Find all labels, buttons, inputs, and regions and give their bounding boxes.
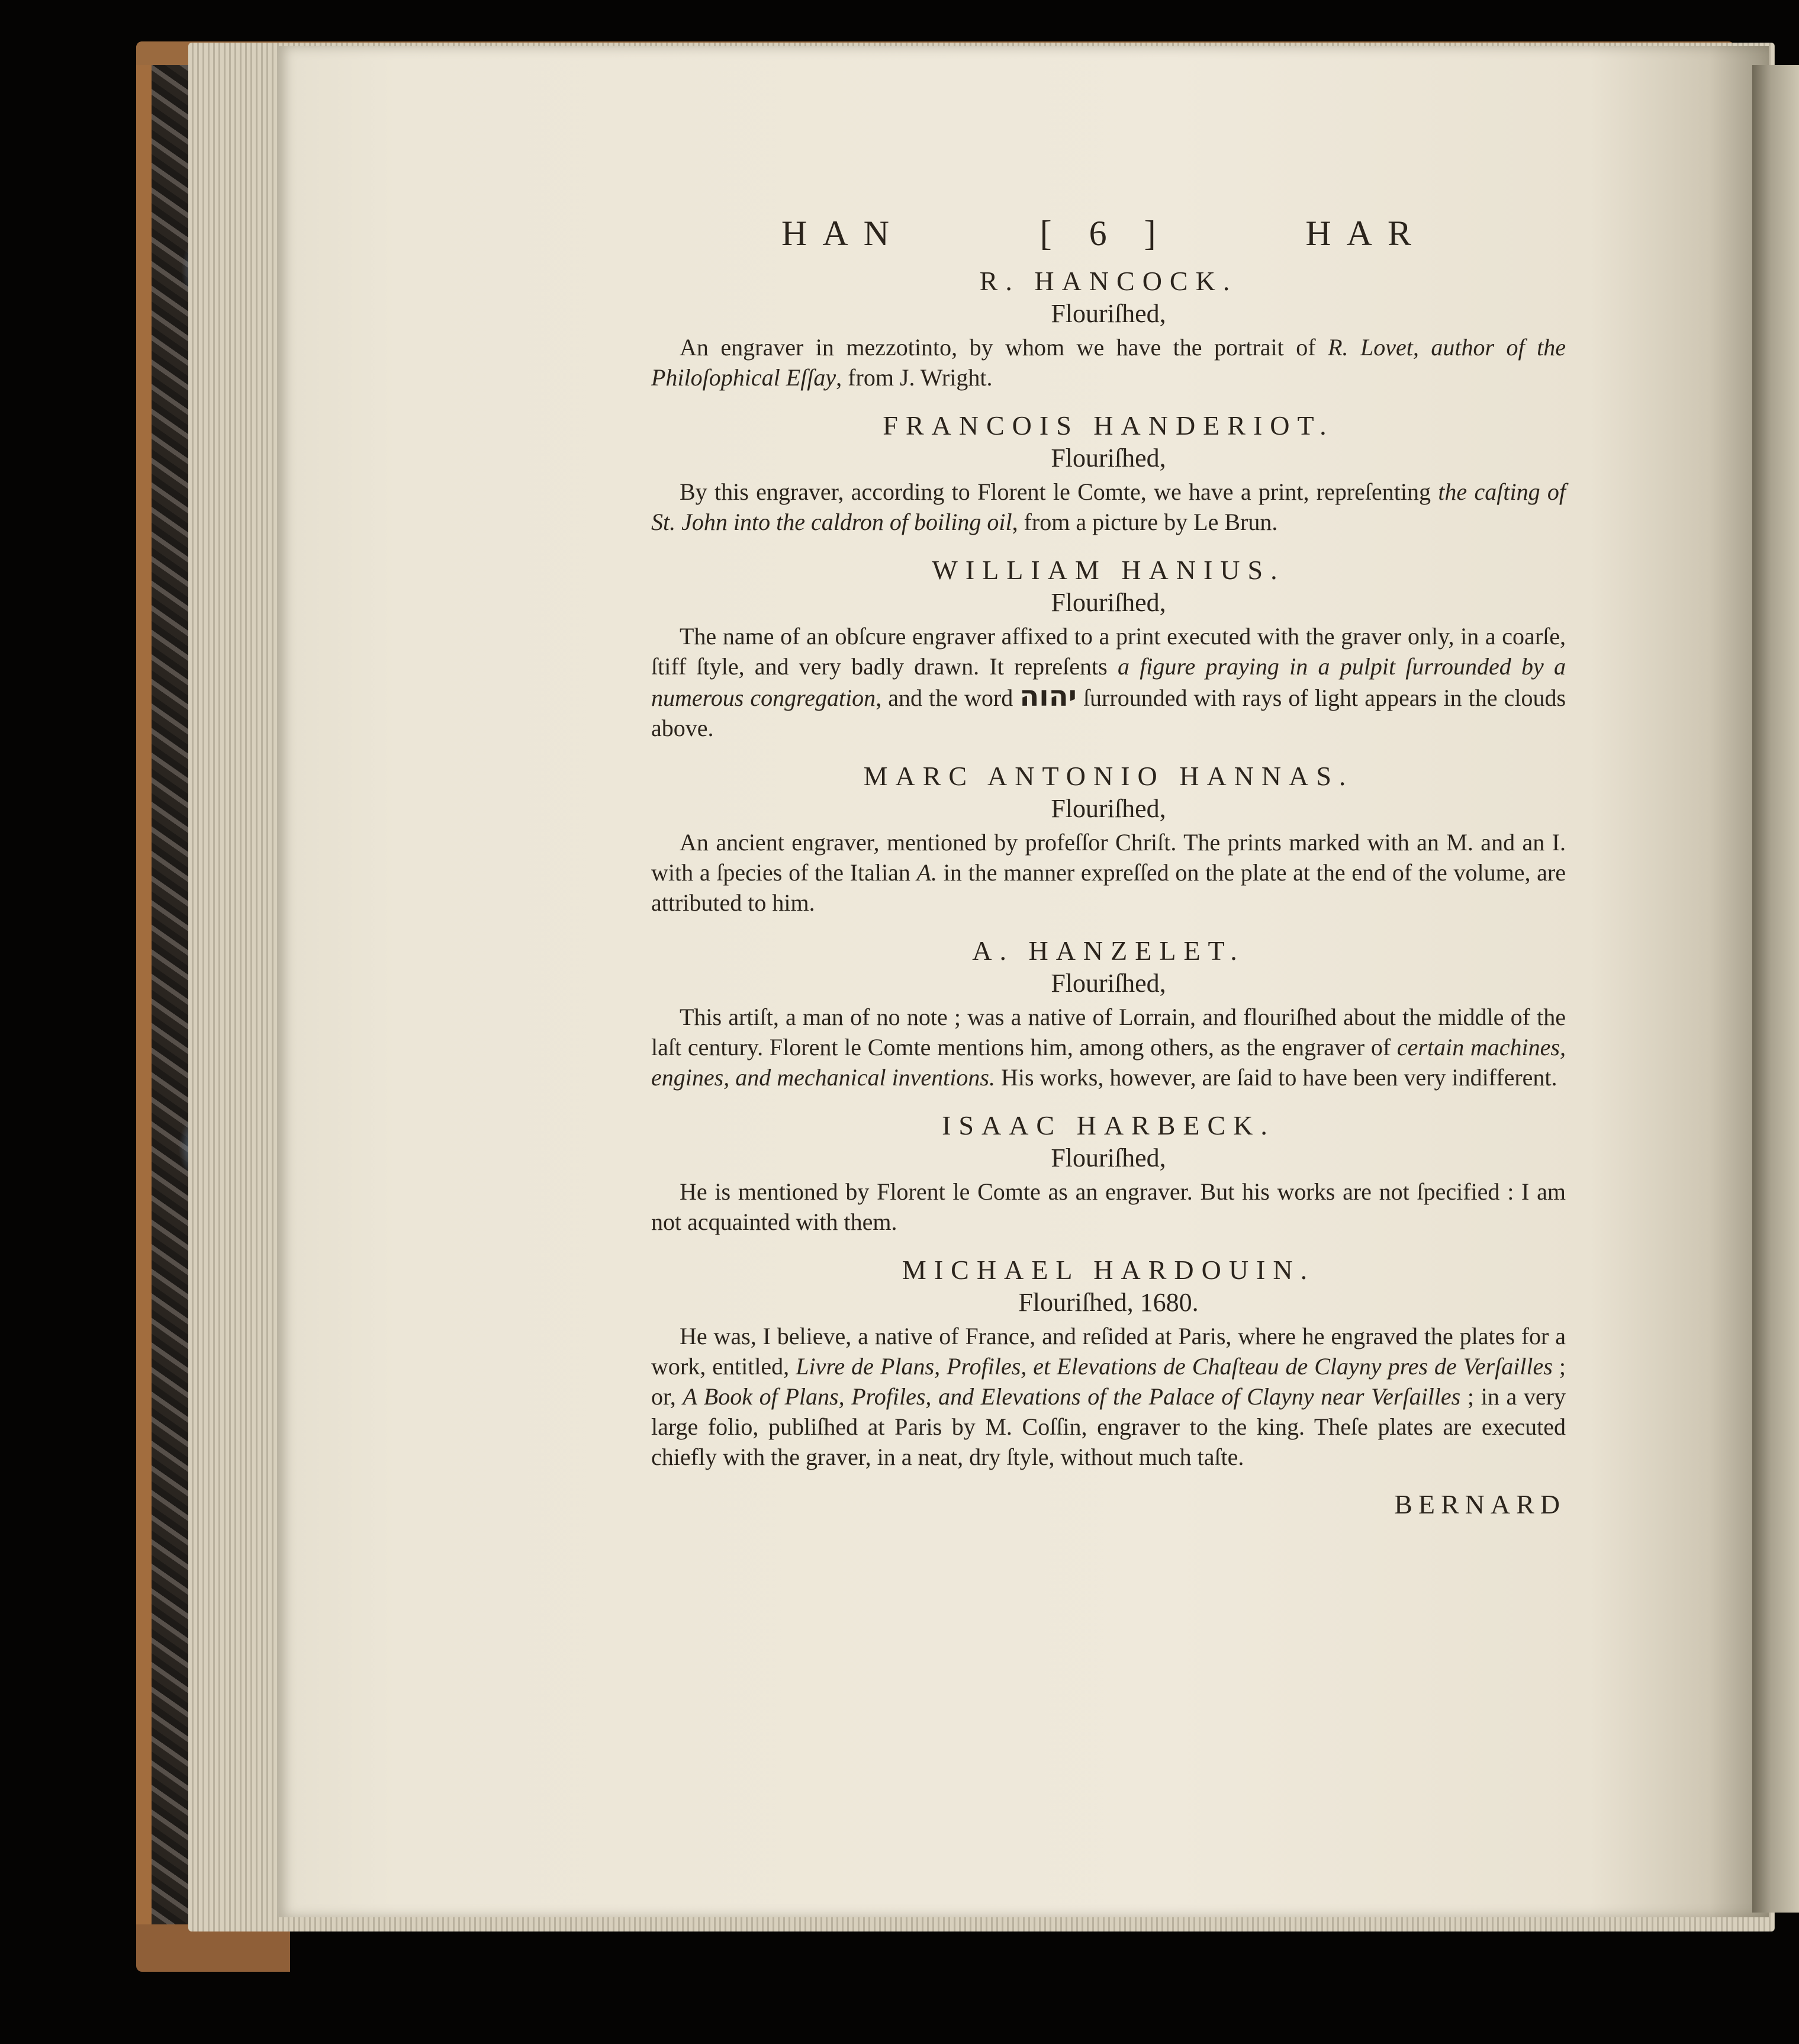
italic-title: A Book of Plans, Profiles, and Elevations of the Palace of Clayny near Verſailles [683, 1383, 1461, 1410]
body-text: He was, I believe, a native of France, and reſided at Paris, where he engraved the plates for a work, entitled, [651, 1323, 1566, 1380]
entry-body [651, 621, 1566, 743]
body-text: ; in a very large folio, publiſhed at Paris by M. Coſſin, engraver to the king. Theſe plates are executed chiefly with the graver, in a neat, dry ſtyle, without much taſte. [651, 1383, 1566, 1470]
entry-body [651, 1177, 1566, 1237]
body-text: His works, however, are ſaid to have been very indifferent. [995, 1064, 1557, 1091]
body-text: An ancient engraver, mentioned by profeſſor Chriſt. The prints marked with an M. and an I. with a ſpecies of the Italian [651, 829, 1566, 886]
hebrew-word: יהוה [1019, 680, 1077, 713]
entry-heading: R. HANCOCK. [979, 266, 1238, 296]
entry [651, 1254, 1566, 1472]
running-head-right: HAR [1305, 214, 1427, 253]
entry-flourished: Flouriſhed, [1051, 588, 1166, 617]
entry [651, 265, 1566, 393]
italic-title: Livre de Plans, Profiles, et Elevations de Chaſteau de Clayny pres de Verſailles [796, 1353, 1553, 1380]
entry-flourished: Flouriſhed, [1051, 1143, 1166, 1172]
page-gutter-shadow [1752, 65, 1799, 1913]
running-head [781, 213, 1427, 254]
body-text: An engraver in mezzotinto, by whom we have the portrait of [680, 334, 1328, 361]
entry-flourished: Flouriſhed, [1051, 969, 1166, 998]
entry-body [651, 1002, 1566, 1092]
body-text: , from a picture by Le Brun. [1012, 509, 1278, 535]
body-text: This artiſt, a man of no note ; was a native of Lorrain, and flouriſhed about the middle of the laſt century. Florent le Comte mentions him, among others, as the engraver of [651, 1004, 1566, 1060]
body-text: in the manner expreſſed on the plate at the end of the volume, are attributed to him. [651, 859, 1566, 916]
body-text: ; or, [651, 1353, 1566, 1410]
entry [651, 554, 1566, 743]
entry [651, 760, 1566, 918]
body-text: , and the word [876, 684, 1020, 711]
entry-flourished: Flouriſhed, 1680. [1018, 1288, 1199, 1317]
entry-heading: ISAAC HARBECK. [942, 1110, 1275, 1140]
entry-heading: WILLIAM HANIUS. [932, 555, 1285, 585]
entry-body [651, 332, 1566, 393]
body-text: ſurrounded with rays of light appears in the clouds above. [651, 684, 1566, 741]
binding-bottom-edge [136, 1924, 290, 1972]
entry-flourished: Flouriſhed, [1051, 794, 1166, 823]
entry-heading: MARC ANTONIO HANNAS. [863, 761, 1354, 791]
entry-heading: FRANCOIS HANDERIOT. [883, 410, 1334, 441]
body-text: , from J. Wright. [836, 364, 993, 391]
entry-body [651, 827, 1566, 918]
entry [651, 934, 1566, 1092]
italic-title: the caſting of St. John into the caldron of boiling oil [651, 478, 1566, 535]
entry-flourished: Flouriſhed, [1051, 443, 1166, 473]
entry [651, 1109, 1566, 1237]
page-text [651, 213, 1566, 1520]
italic-title: a figure praying in a pulpit ſurrounded by a numerous congregation [651, 653, 1566, 711]
italic-title: A. [916, 859, 938, 886]
body-text: The name of an obſcure engraver affixed to a print executed with the graver only, in a coarſe, ſtiff ſtyle, and very badly drawn. It repreſents [651, 623, 1566, 680]
entry-body [651, 477, 1566, 537]
body-text: He is mentioned by Florent le Comte as an engraver. But his works are not ſpecified : I am not acquainted with them. [651, 1178, 1566, 1235]
entry [651, 409, 1566, 537]
running-head-left: HAN [781, 214, 905, 253]
italic-title: R. Lovet, author of the Philoſophical Eſſay [651, 334, 1566, 391]
entry-list [651, 265, 1566, 1472]
entry-body [651, 1321, 1566, 1472]
catchword: BERNARD [1394, 1489, 1566, 1519]
entry-heading: MICHAEL HARDOUIN. [902, 1255, 1315, 1285]
entry-flourished: Flouriſhed, [1051, 299, 1166, 328]
body-text: By this engraver, according to Florent le Comte, we have a print, repreſenting [680, 478, 1438, 505]
entry-heading: A. HANZELET. [972, 936, 1245, 966]
page-number: [ 6 ] [1040, 214, 1170, 253]
italic-title: certain machines, engines, and mechanical inventions. [651, 1034, 1566, 1091]
